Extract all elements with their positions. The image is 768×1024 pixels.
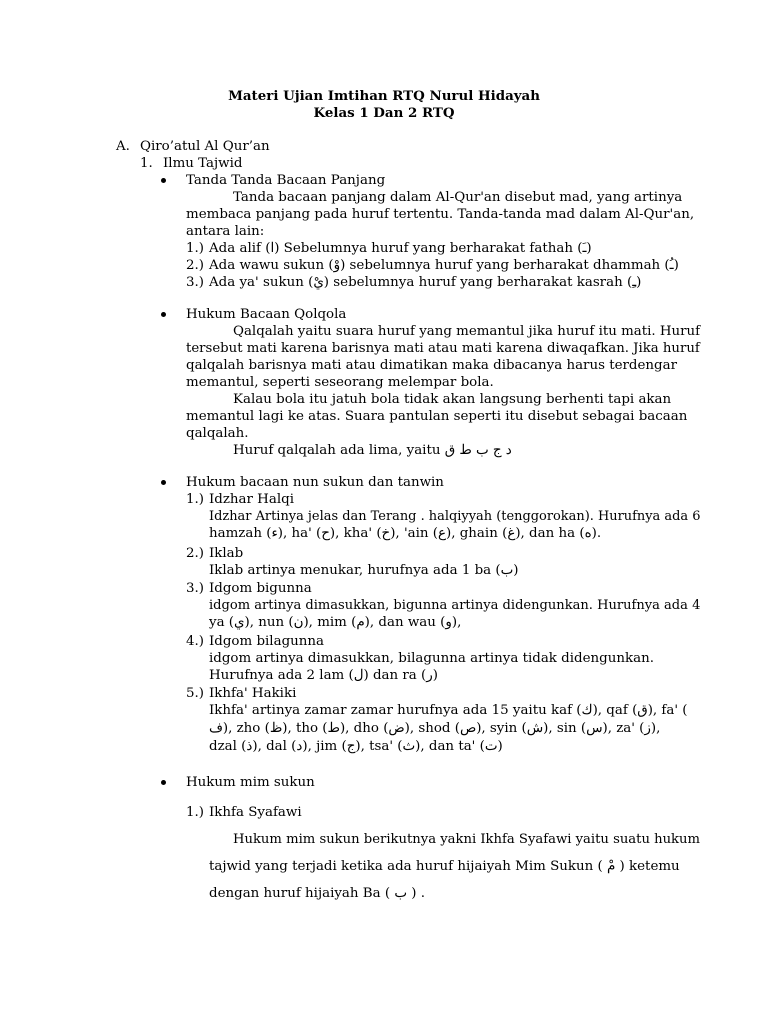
nun-heading: Hukum bacaan nun sukun dan tanwin <box>186 475 444 490</box>
qolqola-line: Huruf qalqalah ada lima, yaitu د ج ب ط ق <box>233 443 512 458</box>
nun-item-line: dzal (ذ), dal (د), jim (ج), tsa' (ث), dan ta' (ت) <box>209 739 503 754</box>
mad-paragraph-line: Tanda bacaan panjang dalam Al-Qur'an disebut mad, yang artinya <box>233 190 683 205</box>
nun-item-number: 5.) <box>186 686 205 701</box>
qolqola-heading: Hukum Bacaan Qolqola <box>186 307 347 322</box>
bullet-icon <box>161 780 166 785</box>
mad-item-text: Ada alif (ا) Sebelumnya huruf yang berharakat fathah (ـَ) <box>209 241 592 256</box>
subsection-1-heading: Ilmu Tajwid <box>163 156 243 171</box>
bullet-icon <box>161 178 166 183</box>
mad-item-number: 2.) <box>186 258 205 273</box>
nun-item-line: ف), zho (ظ), tho (ط), dho (ض), shod (ص), syin (ش), sin (س), za' (ز), <box>209 721 661 736</box>
nun-item-number: 3.) <box>186 581 205 596</box>
bullet-icon <box>161 312 166 317</box>
bullet-icon <box>161 480 166 485</box>
mad-item-text: Ada wawu sukun (وْ) sebelumnya huruf yang berharakat dhammah (ـُ) <box>209 258 679 273</box>
mim-item-number: 1.) <box>186 805 205 820</box>
nun-item-number: 2.) <box>186 546 205 561</box>
qolqola-line: memantul lagi ke atas. Suara pantulan seperti itu disebut sebagai bacaan <box>186 409 688 424</box>
qolqola-line: tersebut mati karena barisnya mati atau mati karena diwaqafkan. Jika huruf <box>186 341 700 356</box>
mim-item-title: Ikhfa Syafawi <box>209 805 302 820</box>
nun-item-number: 1.) <box>186 492 205 507</box>
nun-item-title: Ikhfa' Hakiki <box>209 686 297 701</box>
mad-item-number: 3.) <box>186 275 205 290</box>
document-subtitle: Kelas 1 Dan 2 RTQ <box>313 105 455 121</box>
mad-item-text: Ada ya' sukun (يْ) sebelumnya huruf yang berharakat kasrah (ـِ) <box>209 275 642 290</box>
section-a-marker: A. <box>116 139 130 154</box>
nun-item-line: Iklab artinya menukar, hurufnya ada 1 ba (ب) <box>209 563 519 578</box>
qolqola-line: Kalau bola itu jatuh bola tidak akan langsung berhenti tapi akan <box>233 392 672 407</box>
subsection-1-marker: 1. <box>140 156 153 171</box>
document-title: Materi Ujian Imtihan RTQ Nurul Hidayah <box>228 88 540 104</box>
mim-line: Hukum mim sukun berikutnya yakni Ikhfa Syafawi yaitu suatu hukum <box>233 832 701 847</box>
nun-item-title: Idgom bilagunna <box>209 634 324 649</box>
nun-item-line: hamzah (ء), ha' (ح), kha' (خ), 'ain (ع), ghain (غ), dan ha (ه). <box>209 526 602 541</box>
nun-item-line: idgom artinya dimasukkan, bigunna artinya didengunkan. Hurufnya ada 4 <box>209 598 701 613</box>
nun-item-title: Idzhar Halqi <box>209 492 294 507</box>
qolqola-line: Qalqalah yaitu suara huruf yang memantul jika huruf itu mati. Huruf <box>233 324 701 339</box>
nun-item-title: Idgom bigunna <box>209 581 312 596</box>
qolqola-line: qalqalah barisnya mati atau dimatikan maka dibacanya harus terdengar <box>186 358 677 373</box>
nun-item-line: ya (ي), nun (ن), mim (م), dan wau (و), <box>209 615 462 630</box>
nun-item-line: idgom artinya dimasukkan, bilagunna artinya tidak didengunkan. <box>209 651 654 666</box>
mad-paragraph-line: antara lain: <box>186 224 265 239</box>
mim-heading: Hukum mim sukun <box>186 775 315 790</box>
nun-item-line: Ikhfa' artinya zamar zamar hurufnya ada 15 yaitu kaf (ك), qaf (ق), fa' ( <box>209 703 688 718</box>
section-a-heading: Qiro’atul Al Qur’an <box>140 139 270 154</box>
qolqola-line: qalqalah. <box>186 426 249 441</box>
nun-item-title: Iklab <box>209 546 244 561</box>
mad-item-number: 1.) <box>186 241 205 256</box>
nun-item-line: Idzhar Artinya jelas dan Terang . halqiyyah (tenggorokan). Hurufnya ada 6 <box>209 509 701 524</box>
mad-heading: Tanda Tanda Bacaan Panjang <box>186 173 386 188</box>
nun-item-number: 4.) <box>186 634 205 649</box>
mad-paragraph-line: membaca panjang pada huruf tertentu. Tanda-tanda mad dalam Al-Qur'an, <box>186 207 695 222</box>
mim-line: tajwid yang terjadi ketika ada huruf hijaiyah Mim Sukun ( مْ ) ketemu <box>209 859 680 874</box>
mim-line: dengan huruf hijaiyah Ba ( ب ) . <box>209 886 425 901</box>
nun-item-line: Hurufnya ada 2 lam (ل) dan ra (ر) <box>209 668 438 683</box>
qolqola-line: memantul, seperti seseorang melempar bola. <box>186 375 494 390</box>
